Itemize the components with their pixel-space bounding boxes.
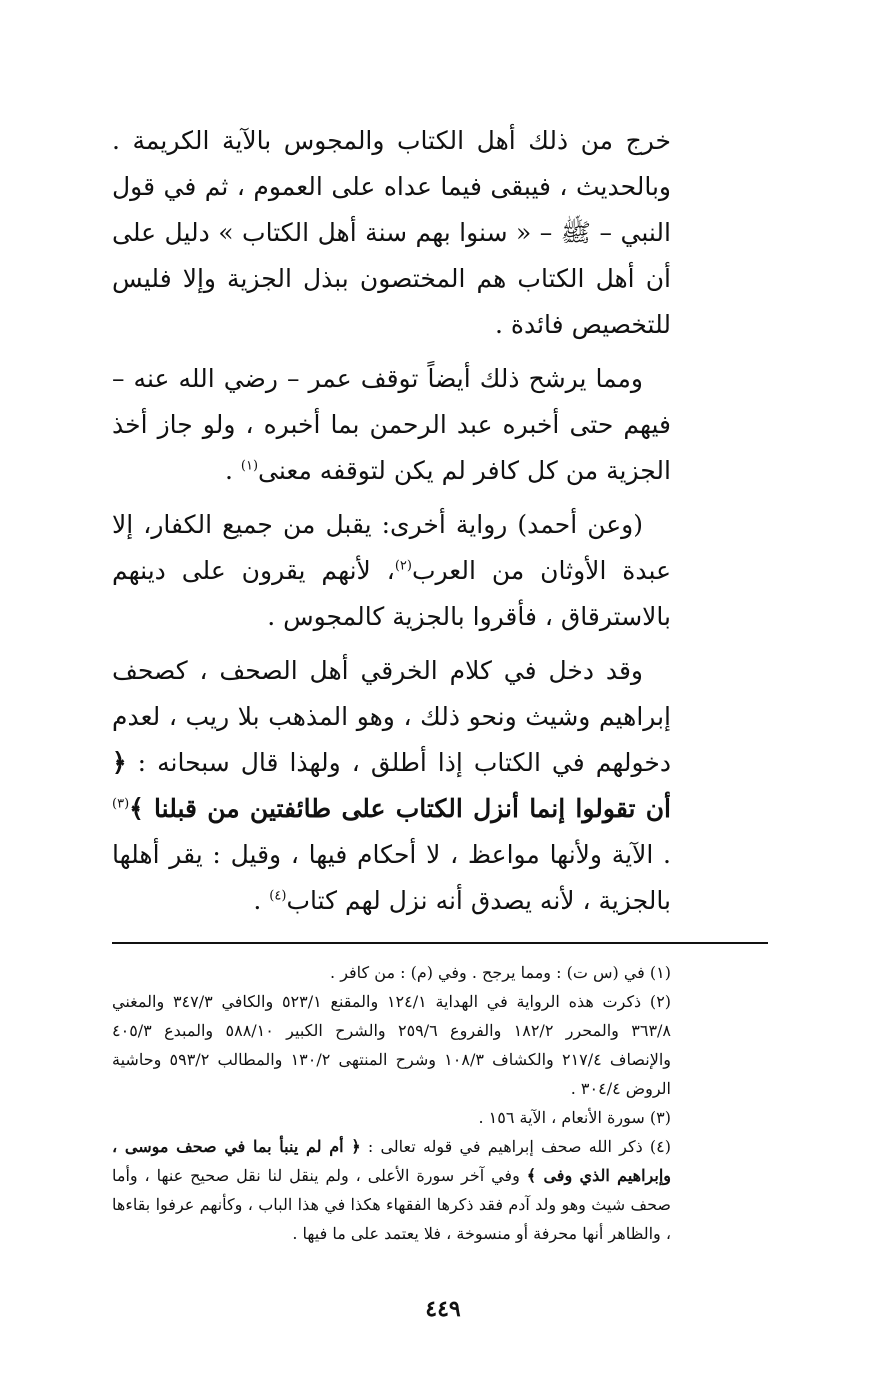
text-run: (٣) سورة الأنعام ، الآية ١٥٦ . (478, 1108, 671, 1127)
text-run: ومما يرشح ذلك أيضاً توقف عمر – رضي الله عنه – فيهم حتى أخبره عبد الرحمن بما أخبره ، ولو جاز أخذ الجزية من كل كافر لم يكن لتوقفه معنى (112, 364, 671, 485)
footnote-marker: (٣) (112, 796, 130, 812)
footnote (112, 987, 671, 1103)
paragraph (112, 356, 671, 494)
paragraph (112, 502, 671, 640)
text-run: خرج من ذلك أهل الكتاب والمجوس بالآية الكريمة . وبالحديث ، فيبقى فيما عداه على العموم ، ثم في قول النبي – ﷺ – « سنوا بهم سنة أهل الكتاب » دليل على أن أهل الكتاب هم المختصون ببذل الجزية وإلا فليس للتخصيص فائدة . (112, 126, 671, 339)
footnote-marker: (٢) (394, 558, 412, 574)
text-run: . الآية ولأنها مواعظ ، لا أحكام فيها ، وقيل : يقر أهلها بالجزية ، لأنه يصدق أنه نزل لهم كتاب (112, 840, 671, 915)
footnote (112, 958, 671, 987)
paragraph (112, 118, 671, 348)
text-run: (١) في (س ت) : ومما يرجح . وفي (م) : من كافر . (330, 963, 671, 982)
text-run: وقد دخل في كلام الخرقي أهل الصحف ، كصحف إبراهيم وشيث ونحو ذلك ، وهو المذهب بلا ريب ، لعدم دخولهم في الكتاب إذا أطلق ، ولهذا قال سبحانه : (112, 656, 671, 777)
page-number: ٤٤٩ (425, 1296, 461, 1322)
text-run: ، لأنهم يقرون على دينهم بالاسترقاق ، فأقروا بالجزية كالمجوس . (112, 556, 671, 631)
text-run: وفي آخر سورة الأعلى ، ولم ينقل لنا نقل صحيح عنها ، وأما صحف شيث وهو ولد آدم فقد ذكرها الفقهاء هكذا في هذا الباب ، وكأنهم عرفوا بقاءها ، والظاهر أنها محرفة أو منسوخة ، فلا يعتمد على ما فيها . (112, 1166, 671, 1243)
text-run: . (224, 456, 241, 485)
text-run: (٤) ذكر الله صحف إبراهيم في قوله تعالى : (360, 1137, 672, 1156)
text-run: (وعن أحمد) رواية أخرى: يقبل من جميع الكفار، إلا عبدة الأوثان من العرب (112, 510, 671, 585)
text-run: (٢) ذكرت هذه الرواية في الهداية ١٢٤/١ والمقنع ٥٢٣/١ والكافي ٣٤٧/٣ والمغني ٣٦٣/٨ والمحرر ١٨٢/٢ والفروع ٢٥٩/٦ والشرح الكبير ٥٨٨/١٠ والمبدع ٤٠٥/٣ والإنصاف ٢١٧/٤ والكشاف ١٠٨/٣ وشرح المنتهى ١٣٠/٢ والمطالب ٥٩٣/٢ وحاشية الروض ٣٠٤/٤ . (112, 992, 672, 1098)
paragraph (112, 648, 671, 924)
footnotes (112, 958, 671, 1248)
footnote-divider (112, 942, 768, 944)
footnote-marker: (١) (240, 458, 259, 474)
footnote (112, 1103, 671, 1132)
quran-quote: ﴿ أن تقولوا إنما أنزل الكتاب على طائفتين من قبلنا ﴾ (112, 748, 671, 823)
footnote-marker: (٤) (269, 888, 287, 904)
quran-quote: ﴿ أم لم ينبأ بما في صحف موسى ، وإبراهيم الذي وفى ﴾ (112, 1137, 671, 1185)
main-text (112, 118, 671, 932)
text-run: . (253, 886, 270, 915)
footnote (112, 1132, 671, 1248)
